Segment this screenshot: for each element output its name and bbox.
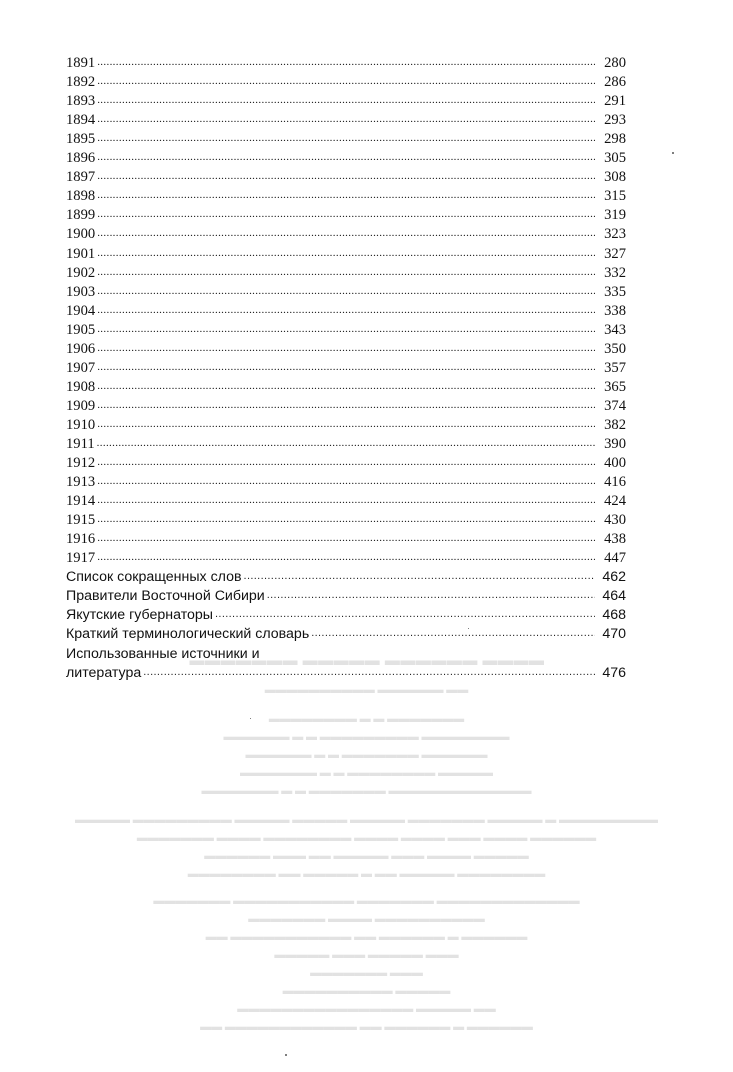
dot-leader [143,668,595,679]
toc-entry-label: 1897 [66,169,96,186]
toc-entry-label: 1913 [66,474,96,491]
toc-entry-label: 1892 [66,74,96,91]
toc-entry-label: 1904 [66,302,96,319]
toc-entry-label: 1899 [66,207,96,224]
toc-section-page: 468 [602,607,626,624]
toc-entry-page: 327 [604,245,626,262]
toc-entry-label: 1901 [66,245,96,262]
toc-entry-1892[interactable] [66,72,626,91]
dot-leader [97,325,595,336]
toc-entry-label: 1908 [66,378,96,395]
scan-speck [250,718,251,719]
toc-entry-1900[interactable] [66,224,626,243]
toc-entry-1911[interactable] [66,434,626,453]
toc-entry-page: 298 [604,131,626,148]
toc-entry-page: 357 [604,359,626,376]
toc-entry-1905[interactable] [66,320,626,339]
table-of-contents [66,53,626,682]
dot-leader [97,191,595,202]
dot-leader [97,287,595,298]
toc-entry-1893[interactable] [66,91,626,110]
toc-entry-page: 319 [604,207,626,224]
toc-entry-label: 1916 [66,531,96,548]
toc-entry-1897[interactable] [66,167,626,186]
dot-leader [97,153,595,164]
bleed-through-text: ▬▬ ▬▬▬▬▬▬ ▬▬▬▬▬▬▬▬▬▬ [264,684,469,696]
scan-speck [285,1054,287,1056]
toc-entry-page: 323 [604,226,626,243]
toc-entry-1904[interactable] [66,301,626,320]
toc-entry-label: 1891 [66,55,96,72]
toc-section-page: 464 [602,588,626,605]
dot-leader [244,572,595,583]
bleed-through-text: ▬▬▬▬ ▬▬▬▬▬▬ ▬▬▬▬▬ ▬▬▬▬▬▬▬ [189,652,545,669]
toc-entry-label: 1910 [66,416,96,433]
dot-leader [97,210,595,221]
dot-leader [97,58,595,69]
toc-entry-page: 338 [604,302,626,319]
toc-entry-label: 1893 [66,93,96,110]
toc-section-label: литература [66,664,142,681]
toc-entry-label: 1895 [66,131,96,148]
toc-entry-label: 1917 [66,550,96,567]
toc-entry-1917[interactable] [66,548,626,567]
scan-speck [672,152,674,154]
dot-leader [311,629,595,640]
toc-entry-1896[interactable] [66,148,626,167]
dot-leader [97,363,595,374]
dot-leader [97,115,595,126]
toc-entry-1907[interactable] [66,358,626,377]
toc-entry-1899[interactable] [66,205,626,224]
toc-section-sources[interactable] [66,643,626,681]
dot-leader [97,249,595,260]
toc-entry-page: 447 [604,550,626,567]
bleed-through-text: ▬▬▬▬▬▬ ▬ ▬▬▬▬▬▬ ▬▬ ▬▬▬▬▬▬▬▬▬▬▬ ▬▬ [205,931,528,943]
dot-leader [97,306,595,317]
toc-entry-1913[interactable] [66,472,626,491]
toc-entry-page: 365 [604,378,626,395]
toc-entry-page: 390 [604,435,626,452]
toc-section-label: Список сокращенных слов [66,569,242,586]
dot-leader [97,477,595,488]
bleed-through-text: ▬▬▬ ▬▬▬▬▬▬▬ [310,967,423,979]
toc-entry-1906[interactable] [66,339,626,358]
dot-leader [97,382,595,393]
bleed-through-text: ▬▬▬▬▬▬▬▬▬▬ ▬▬▬▬ ▬▬▬▬▬▬▬ [248,913,485,925]
toc-entry-1914[interactable] [66,491,626,510]
dot-leader [97,229,595,240]
bleed-through-text: ▬▬▬▬▬▬ ▬▬▬▬ ▬▬▬ ▬▬▬▬ ▬▬▬▬ ▬▬▬▬▬▬▬▬ ▬▬▬▬ ▬▬▬▬▬▬▬ [136,832,597,844]
dot-leader [97,77,595,88]
toc-section-page: 462 [602,569,626,586]
toc-entry-1901[interactable] [66,243,626,262]
toc-entry-page: 293 [604,112,626,129]
bleed-through-text: ▬▬ ▬▬▬▬▬ ▬▬▬▬▬▬▬▬▬▬▬▬▬▬▬▬ [237,1003,496,1015]
toc-entry-page: 305 [604,150,626,167]
toc-entry-1916[interactable] [66,529,626,548]
toc-entry-label: 1900 [66,226,96,243]
bleed-through-text: ▬▬▬▬▬▬▬▬▬▬▬▬▬ ▬▬▬▬▬▬▬ ▬▬▬▬▬▬▬▬▬▬▬ ▬▬▬▬▬▬▬ [153,895,580,907]
bleed-through-text: ▬▬▬▬▬▬▬ ▬ ▬ ▬▬▬▬▬▬▬▬ [268,713,465,725]
toc-entry-1909[interactable] [66,396,626,415]
toc-entry-1894[interactable] [66,110,626,129]
toc-entry-label: 1912 [66,455,96,472]
dot-leader [97,401,595,412]
toc-entry-page: 416 [604,474,626,491]
toc-section-label: Правители Восточной Сибири [66,588,265,605]
toc-section-page: 476 [602,664,626,681]
dot-leader [97,420,595,431]
toc-entry-page: 382 [604,416,626,433]
toc-entry-label: 1914 [66,493,96,510]
toc-entry-1902[interactable] [66,263,626,282]
toc-entry-page: 343 [604,321,626,338]
dot-leader [97,268,595,279]
toc-entry-label: 1911 [66,435,95,452]
toc-section-abbreviations[interactable] [66,567,626,586]
bleed-through-text: ▬▬▬▬▬▬ ▬ ▬▬▬▬▬▬ ▬▬ ▬▬▬▬▬▬▬▬▬▬▬▬ ▬▬ [200,1021,533,1033]
dot-leader [215,610,595,621]
toc-entry-1912[interactable] [66,453,626,472]
toc-entry-page: 335 [604,283,626,300]
toc-entry-1915[interactable] [66,510,626,529]
toc-entry-page: 291 [604,93,626,110]
toc-entry-label: 1898 [66,188,96,205]
dot-leader [267,591,595,602]
bleed-through-text: ▬▬▬▬▬▬▬▬▬▬▬▬▬ ▬▬▬▬▬▬▬ ▬ ▬ ▬▬▬▬▬▬▬ [201,785,532,797]
toc-entry-page: 280 [604,55,626,72]
bleed-through-text: ▬▬▬▬▬▬▬▬ ▬▬▬▬▬▬▬▬▬ ▬ ▬ ▬▬▬▬▬▬ [223,731,510,743]
toc-section-glossary[interactable] [66,624,626,643]
toc-entry-page: 286 [604,74,626,91]
bleed-through-text: ▬▬▬▬▬ ▬▬▬▬▬▬▬▬▬▬ [282,985,451,997]
toc-section-page: 470 [602,626,626,643]
toc-entry-page: 424 [604,493,626,510]
toc-entry-label: 1902 [66,264,96,281]
toc-entry-label: 1894 [66,112,96,129]
toc-entry-page: 315 [604,188,626,205]
toc-section-governors[interactable] [66,605,626,624]
bleed-through-text: ▬▬▬▬▬▬ ▬▬▬▬▬▬▬ ▬ ▬ ▬▬▬▬▬▬ [245,749,488,761]
dot-leader [97,439,595,450]
toc-entry-1898[interactable] [66,186,626,205]
toc-entry-1903[interactable] [66,282,626,301]
bleed-through-text: ▬▬▬▬▬ ▬▬▬▬ ▬▬▬ ▬▬▬▬▬ ▬▬ ▬▬▬ ▬▬▬▬▬▬ [204,850,529,862]
scan-speck [468,628,469,629]
toc-entry-page: 430 [604,512,626,529]
toc-entry-label: 1907 [66,359,96,376]
dot-leader [97,458,595,469]
toc-entry-1910[interactable] [66,415,626,434]
toc-entry-page: 350 [604,340,626,357]
toc-entry-page: 438 [604,531,626,548]
toc-entry-label: 1903 [66,283,96,300]
bleed-through-text: ▬▬▬▬▬▬▬▬▬ ▬ ▬▬▬▬▬ ▬▬▬▬▬▬▬ ▬▬▬▬▬ ▬▬▬▬▬ ▬▬▬▬▬ ▬▬▬▬▬▬▬▬▬ ▬▬▬▬▬ [75,814,658,826]
toc-entry-label: 1909 [66,397,96,414]
dot-leader [97,344,595,355]
toc-section-label-line1 [66,643,626,662]
dot-leader [97,172,595,183]
dot-leader [97,496,595,507]
toc-section-rulers[interactable] [66,586,626,605]
dot-leader [97,134,595,145]
toc-section-label: Краткий терминологический словарь [66,626,310,643]
dot-leader [97,96,595,107]
bleed-through-text: ▬▬▬▬▬▬▬▬ ▬▬▬▬▬ ▬▬ ▬ ▬▬▬▬▬ ▬▬ ▬▬▬▬▬▬▬▬ [187,868,546,880]
toc-entry-label: 1906 [66,340,96,357]
toc-section-label: Якутские губернаторы [66,607,214,624]
toc-entry-page: 374 [604,397,626,414]
toc-entry-1891[interactable] [66,53,626,72]
toc-section-label-line2 [66,663,626,682]
toc-entry-1908[interactable] [66,377,626,396]
toc-section-label: Использованные источники и [66,645,260,662]
bleed-through-text: ▬▬▬ ▬▬▬▬▬ ▬▬▬ ▬▬▬▬▬ [274,949,459,961]
toc-entry-page: 308 [604,169,626,186]
dot-leader [97,515,595,526]
toc-entry-page: 332 [604,264,626,281]
toc-entry-1895[interactable] [66,129,626,148]
dot-leader [97,534,595,545]
toc-entry-label: 1896 [66,150,96,167]
bleed-through-text: ▬▬▬▬▬ ▬▬▬▬▬▬▬▬ ▬ ▬ ▬▬▬▬▬▬▬ [240,767,493,779]
toc-entry-label: 1905 [66,321,96,338]
toc-entry-label: 1915 [66,512,96,529]
dot-leader [97,553,595,564]
toc-entry-page: 400 [604,455,626,472]
